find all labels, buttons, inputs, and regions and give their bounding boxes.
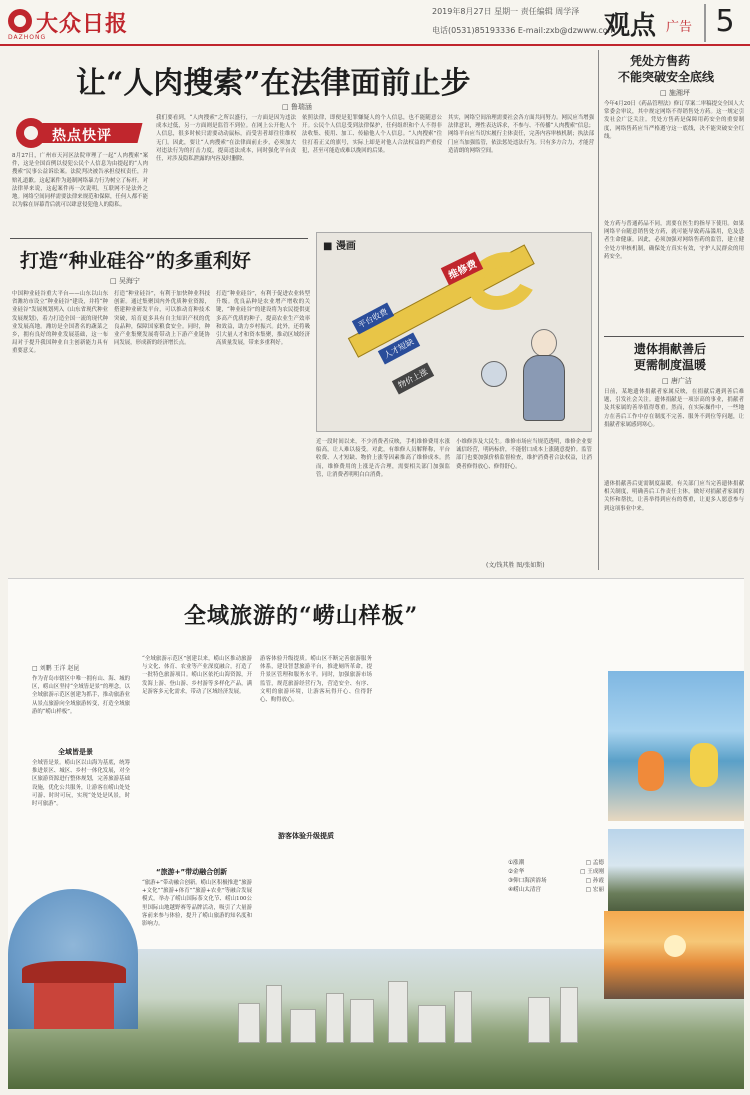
issue-date-line: 2019年8月27日 星期一 责任编辑 周学泽 — [432, 7, 580, 16]
section-divider — [10, 238, 308, 239]
tourism-subhead-1: 全域皆是景 — [58, 748, 93, 756]
caption-credit: □ 宏丽 — [585, 887, 604, 893]
photo-captions — [508, 859, 604, 895]
main-article-author: □ 鲁瑞涵 — [282, 103, 312, 111]
main-article-col-4: 其实，网络空间治理需要社会各方面共同努力。网民应当增强法律意识，理性表达诉求，不参与、不传播“人肉搜索”信息；网络平台应当切实履行主体责任，完善内容审核机制；执法部门应当加强监管，依法惩处违法行为。只有多方合力，才能营造清朗的网络空间。 — [448, 115, 594, 154]
cartoon-label: ■ 漫画 — [323, 237, 356, 252]
person-illustration — [513, 329, 573, 425]
right-article2-col-2: 遗体捐献善后更需制度温暖。有关部门应当完善遗体捐献相关制度，明确善后工作责任主体，做好对捐献者家属的关怀和帮扶，让善举得到应有的尊重，让更多人愿意参与到这项事业中来。 — [604, 481, 744, 512]
building — [290, 1009, 316, 1043]
article2-author: □ 吴海宁 — [110, 277, 140, 285]
person-head — [531, 329, 557, 357]
caption-credit: □ 孟德 — [585, 860, 604, 866]
section-name: 观点 — [604, 11, 657, 41]
caption-label: ③仰口海滨浴场 — [508, 878, 547, 884]
newspaper-logo-icon — [8, 9, 32, 33]
building — [418, 1005, 446, 1043]
cartoon-panel — [316, 232, 592, 432]
tag-platform-fee: 平台收费 — [352, 302, 394, 334]
tourism-feature — [8, 578, 744, 1088]
article2-col-2: 打造“种业硅谷”，有利于加快种业科技创新。通过集聚国内外优质种业资源，搭建种业研发平台，可以推动育种技术突破，培育更多具有自主知识产权的优良品种，保障国家粮食安全。同时，种业产业集聚发展将带动上下游产业链协同发展，形成新的经济增长点。 — [114, 291, 210, 347]
temple-photo — [8, 889, 138, 1029]
caption-label: ①涨潮 — [508, 860, 525, 866]
cartoon-text-col-1: 近一段时间以来，不少消费者反映，手机维修费用水涨船高，让人难以接受。对此，有维修人员解释称，平台收费、人才短缺、物价上涨等因素推高了维修成本。然而，维修费用的上涨是否合理，需要相关部门加强监管，让消费者明明白白消费。 — [316, 439, 450, 478]
cartoon-text-col-2: 小维修涉及大民生。维修市场应当规范透明，维修企业要诚信经营，明码标价，不能借口成本上涨随意提价。监管部门也要加强价格监督检查，维护消费者合法权益，让消费者修得放心、修得舒心。 — [456, 439, 592, 470]
right-article2-title-1: 遗体捐献善后 — [634, 342, 707, 356]
right-article2-title-2: 更需制度温暖 — [634, 358, 707, 372]
right-article1-author: □ 施湘坪 — [660, 89, 690, 97]
main-article-col-1: 8月27日，广州市天河区法院审理了一起“人肉搜索”案件，这是全国首例以侵犯公民个人信息为由提起的“人肉搜索”民事公益诉讼案。法院判决被告承担侵权责任，并赔礼道歉。这起案件为遏制网络暴力行为树立了标杆。对法律界来说，这起案件再一次说明，互联网不是法外之地。网络空间同样需要法律来规范和保障，任何人都不能以为躲在屏幕背后就可以肆意侵犯他人的隐私。 — [12, 153, 148, 209]
tag-talent-shortage: 人才短缺 — [378, 332, 420, 364]
page-number: 5 — [704, 4, 744, 42]
caption-row — [508, 886, 604, 895]
child-figure — [638, 751, 664, 791]
right-divider — [604, 336, 744, 337]
article2-col-1: 中国种业硅谷重大平台——山东以山东省潍坊市设立“种业硅谷”建设，并将“种业硅谷”发展规划列入《山东省现代种业发展规划》，着力打造全国一流的现代种业发展高地。潍坊是全国著名的蔬菜之乡，拥有良好的种业发展基础，这一布局对于提升我国种业自主创新能力具有重要意义。 — [12, 291, 108, 355]
ad-tag: 广告 — [666, 20, 693, 35]
hot-comment-badge — [16, 118, 138, 148]
tourism-col-2: “全域旅游示范区”创建以来，崂山区推动旅游与文化、体育、农业等产业深度融合，打造了一批特色旅游项目。崂山区依托山海资源，开发海上游、登山游、乡村游等多样化产品，满足游客多元化需求，带动了区域经济发展。 — [142, 656, 252, 695]
main-article-col-3: 依照法律，即便是犯罪嫌疑人的个人信息，也不能随意公开。公民个人信息受到法律保护，任何组织和个人不得非法收集、使用、加工、传输他人个人信息。“人肉搜索”往往打着正义的旗号，实际上却是对他人合法权益的严重侵犯，甚至可能造成难以挽回的后果。 — [302, 115, 442, 154]
main-article-title: 让“人肉搜索”在法律面前止步 — [76, 66, 471, 101]
article2-col-3: 打造“种业硅谷”，有利于促进农业转型升级。优良品种是农业增产增收的关键，“种业硅谷”的建设将为农民提供更多高产优质的种子，提高农业生产效率和效益，助力乡村振兴。此外，还将吸引大量人才和资本集聚，推动区域经济高质量发展，带来多重利好。 — [216, 291, 310, 347]
building — [454, 991, 472, 1043]
temple-roof — [22, 961, 126, 983]
main-article-col-2: 我们要看到，“人肉搜索”之所以盛行，一方面是因为违法成本过低，另一方面则是监管不到位。在网上公开他人个人信息，很多时候只需要动动鼠标，而受害者却往往维权无门。因此，要让“人肉搜索”在法律面前止步，必须加大对违法行为的打击力度，提高违法成本，同时强化平台责任，对涉及隐私泄露的内容及时删除。 — [156, 115, 296, 163]
right-article1-col-2: 处方药与普通药品不同，需要在医生的指导下使用。如果网络平台随意销售处方药，就可能导致药品滥用，危及患者生命健康。因此，必须加强对网络售药的监管，建立健全处方审核机制，确保处方真实有效，守护人民群众的用药安全。 — [604, 221, 744, 260]
tag-price-rise: 物价上涨 — [392, 362, 434, 394]
right-article1-title-2: 不能突破安全底线 — [618, 70, 715, 84]
tourism-subhead-3: 游客体验升级提质 — [278, 832, 334, 840]
person-body — [523, 355, 565, 421]
caption-row — [508, 859, 604, 868]
right-article2-author: □ 唐广洁 — [662, 377, 692, 385]
tag-repair-fee: 维修费 — [441, 252, 483, 286]
beach-photo — [608, 671, 744, 821]
tourism-col-4: 游客体验升级提质。崂山区不断完善旅游服务体系，建设智慧旅游平台，推进厕所革命，提升景区管理和服务水平。同时，加强旅游市场监管，规范旅游经营行为，营造安全、有序、文明的旅游环境，让游客玩得开心、住得舒心、购得放心。 — [260, 656, 372, 704]
caption-row — [508, 868, 604, 877]
tourism-col-1: 全域皆是景。崂山区以山海为基底，统筹推进景区、城区、乡村一体化发展，对全区旅游资源进行整体规划，完善旅游基础设施，优化公共服务，让游客在崂山处处可游、时时可玩，实现“处处是风景，时时可旅游”。 — [32, 760, 130, 808]
badge-label: 热点快评 — [52, 128, 112, 144]
fan-icon — [481, 361, 507, 387]
right-article2-col-1: 日前，某地遗体捐献者家属反映，在捐献后遇到善后难题，引发社会关注。遗体捐献是一项崇高的事业，捐献者及其家属的善举值得尊重。然而，在实际操作中，一些地方在善后工作中存在制度不完善、服务不到位等问题，让捐献者家属感到寒心。 — [604, 389, 744, 428]
newspaper-logo-sub: DAZHONG — [8, 34, 47, 41]
newspaper-logo: 大众日报 — [36, 11, 129, 37]
caption-credit: □ 王成刚 — [580, 869, 604, 875]
building — [238, 1003, 260, 1043]
masthead — [0, 0, 750, 46]
sunset-photo — [604, 911, 744, 999]
contact-line: 电话(0531)85193336 E-mail:zxb@dzwww.com — [432, 26, 616, 35]
tourism-subhead-2: “旅游+”带动融合创新 — [156, 868, 228, 876]
caption-label: ②金华 — [508, 869, 525, 875]
tourism-col-3: “旅游+”带动融合创新。崂山区积极推进“旅游+文化”“旅游+体育”“旅游+农业”等融合发展模式，举办了崂山国际茶文化节、崂山100公里国际山地越野赛等品牌活动，吸引了大量游客前来参与体验，提升了崂山旅游的知名度和影响力。 — [142, 880, 252, 928]
caption-label: ④崂山太清宫 — [508, 887, 541, 893]
caption-credit: □ 孙霞 — [585, 878, 604, 884]
temple-body — [34, 983, 114, 1029]
building — [350, 999, 374, 1043]
right-article1-col-1: 今年4月20日《药品管理法》修订草案二审稿提交全国人大常委会审议，其中规定网络不得销售处方药。这一规定引发社会广泛关注。凭处方售药是保障用药安全的重要制度，网络售药应当严格遵守这一底线，决不能突破安全红线。 — [604, 101, 744, 140]
building — [388, 981, 408, 1043]
article2-title: 打造“种业硅谷”的多重利好 — [20, 250, 251, 272]
building — [326, 993, 344, 1043]
child-figure — [690, 743, 718, 787]
rock-coast-photo — [608, 829, 744, 921]
building — [528, 997, 550, 1043]
tourism-intro: 作为青岛市辖区中唯一拥有山、海、城的区，崂山区坚持“全域皆是景”的理念，以全域旅游示范区创建为抓手，推动旅游业从景点旅游向全域旅游转变，打造全域旅游的“崂山样板”。 — [32, 676, 130, 715]
caption-row — [508, 877, 604, 886]
tourism-title: 全域旅游的“崂山样板” — [184, 603, 419, 629]
tourism-authors: □ 刘鹏 王洋 赵昆 — [32, 665, 80, 672]
building — [560, 987, 578, 1043]
building — [266, 985, 282, 1043]
sun-icon — [664, 935, 686, 957]
column-divider — [598, 50, 599, 570]
right-article1-title-1: 凭处方售药 — [630, 54, 691, 68]
cartoon-caption: (文/钱其胜 图/张如斯) — [486, 562, 545, 569]
